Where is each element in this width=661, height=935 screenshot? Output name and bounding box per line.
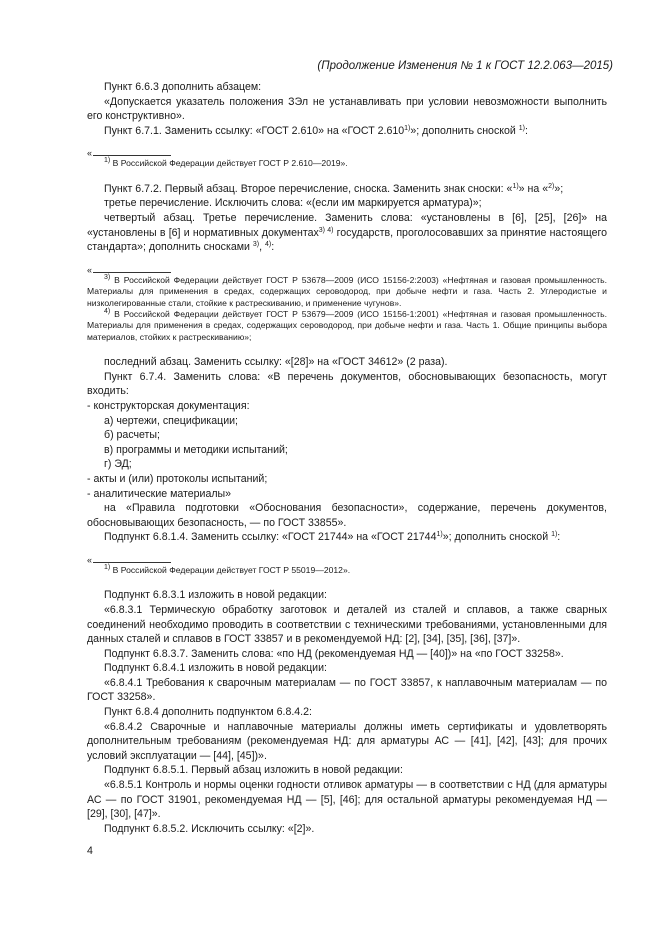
quote-mark: « (87, 148, 93, 159)
paragraph: «Допускается указатель положения ЗЭл не устанавливать при условии невозможности выполнить его конструктивно». (87, 95, 607, 123)
paragraph: Пункт 6.6.3 дополнить абзацем: (104, 81, 262, 93)
footnote-text: В Российской Федерации действует ГОСТ Р 55019—2012». (110, 564, 351, 575)
paragraph (87, 211, 607, 255)
list-item: в) программы и методики испытаний; (104, 443, 288, 456)
spacer (87, 576, 607, 588)
footnote-separator (87, 146, 607, 158)
footnote-marker: 1) (104, 157, 111, 165)
footnote-ref: 1) (551, 531, 558, 539)
text-fragment: : (271, 241, 275, 254)
spacer (87, 343, 607, 355)
text-fragment: государств, проголосовавших за принятие настоящего стандарта»; дополнить сносками (87, 226, 607, 254)
separator-line (93, 155, 171, 156)
list-item: г) ЭД; (104, 458, 132, 471)
text-fragment: : (524, 124, 528, 137)
paragraph: Подпункт 6.8.5.2. Исключить ссылку: «[2]». (104, 822, 315, 835)
footnote (87, 565, 607, 576)
footnote-separator (87, 553, 607, 565)
text-fragment: четвертый абзац. Третье перечисление. Заменить слова: «установлены в [6], [25], [26]» на «установлены в [6] и нормативных документах (87, 211, 607, 239)
footnote-ref: 1) (512, 182, 519, 190)
text-fragment: : (557, 531, 561, 544)
footnote-ref: 1) (404, 124, 411, 132)
paragraph (87, 530, 607, 545)
list-item: а) чертежи, спецификации; (104, 414, 238, 427)
text-fragment: Пункт 6.7.2. Первый абзац. Второе перечисление, сноска. Заменить знак сноски: « (104, 182, 513, 195)
quote-mark: « (87, 264, 93, 275)
paragraph: Пункт 6.8.4 дополнить подпунктом 6.8.4.2: (104, 706, 312, 719)
footnote-ref: 4) (265, 241, 272, 249)
quote-mark: « (87, 554, 93, 565)
paragraph: Подпункт 6.8.4.1 изложить в новой редакции: (104, 662, 327, 675)
paragraph (87, 182, 607, 197)
spacer (87, 170, 607, 182)
list-item: - аналитические материалы» (87, 487, 232, 500)
paragraph: Подпункт 6.8.3.7. Заменить слова: «по НД (рекомендуемая НД — [40])» на «по ГОСТ 33258». (104, 647, 564, 660)
text-fragment: »; (554, 182, 564, 195)
paragraph: третье перечисление. Исключить слова: «(если им маркируется арматура)»; (104, 197, 482, 210)
text-fragment: » на « (518, 182, 549, 195)
footnote-text: В Российской Федерации действует ГОСТ Р 53678—2009 (ИСО 15156-2:2003) «Нефтяная и газовая промышленность. Материалы для применения в средах, содержащих сероводород, при добыче нефти и газа. Часть 2. Углеродистые и низколегированные стали, стойкие к растрескиванию, и применение чугунов». (87, 274, 607, 308)
text-fragment: Подпункт 6.8.1.4. Заменить ссылку: «ГОСТ 21744» на «ГОСТ 21744 (104, 531, 437, 544)
text-fragment: Пункт 6.7.1. Заменить ссылку: «ГОСТ 2.610» на «ГОСТ 2.610 (104, 124, 405, 137)
paragraph: «6.8.5.1 Контроль и нормы оценки годности отливок арматуры — в соответствии с НД (для арматуры АС — по ГОСТ 31901, рекомендуемая НД — [5], [46]; для остальной арматуры рекомендуемая НД — [29], [30], [47]». (87, 779, 607, 821)
footnote-ref: 1) (436, 531, 443, 539)
paragraph: на «Правила подготовки «Обоснования безопасности», содержание, перечень документов, обосновывающих безопасность, — по ГОСТ 33855». (87, 502, 607, 529)
footnote-text: В Российской Федерации действует ГОСТ Р 2.610—2019». (110, 158, 348, 169)
text-fragment: , (259, 241, 266, 254)
separator-line (93, 272, 171, 273)
paragraph (87, 124, 607, 139)
paragraph: «6.8.4.1 Требования к сварочным материалам — по ГОСТ 33857, к наплавочным материалам — по ГОСТ 33258». (87, 676, 607, 704)
document-body (87, 80, 607, 836)
footnote-ref: 3) 4) (318, 226, 334, 234)
paragraph: Подпункт 6.8.5.1. Первый абзац изложить в новой редакции: (104, 764, 403, 777)
footnote-ref: 1) (518, 124, 525, 132)
footnote (87, 309, 607, 343)
footnote (87, 158, 607, 169)
text-fragment: »; дополнить сноской (442, 531, 552, 544)
separator-line (93, 562, 171, 563)
text-fragment: »; дополнить сноской (410, 124, 519, 137)
paragraph: Подпункт 6.8.3.1 изложить в новой редакции: (104, 589, 327, 602)
footnote-separator (87, 263, 607, 275)
footnote-text: В Российской Федерации действует ГОСТ Р 53679—2009 (ИСО 15156-1:2001) «Нефтяная и газовая промышленность. Материалы для применения в средах, содержащих сероводород, при добыче нефти и газа. Часть 1. Общие принципы выбора материалов, стойких к растрескиванию»; (87, 308, 607, 342)
list-item: - акты и (или) протоколы испытаний; (87, 472, 268, 485)
page-number: 4 (87, 845, 93, 857)
paragraph: «6.8.3.1 Термическую обработку заготовок и деталей из сталей и сплавов, а также сварных соединений необходимо проводить в соответствии с техническими требованиями, установленными для данных сталей и сплавов в ГОСТ 33857 и в рекомендуемой НД: [2], [34], [35], [36], [37]». (87, 603, 607, 646)
footnote-marker: 1) (104, 563, 111, 571)
footnote-marker: 3) (104, 273, 111, 281)
paragraph: Пункт 6.7.4. Заменить слова: «В перечень документов, обосновывающих безопасность, могут входить: (87, 370, 607, 398)
list-item: - конструкторская документация: (87, 399, 250, 412)
footnote-marker: 4) (104, 307, 111, 315)
list-item: б) расчеты; (104, 429, 160, 442)
paragraph: «6.8.4.2 Сварочные и наплавочные материалы должны иметь сертификаты и удовлетворять дополнительным требованиям (рекомендуемая НД: для арматуры АС — [41], [42], [43]; для прочих условий эксплуатации — [44], [45])». (87, 720, 607, 762)
footnote-ref: 2) (548, 182, 555, 190)
footnote-ref: 3) (252, 241, 260, 249)
page-header: (Продолжение Изменения № 1 к ГОСТ 12.2.063—2015) (317, 60, 613, 72)
footnote (87, 275, 607, 309)
paragraph: последний абзац. Заменить ссылку: «[28]» на «ГОСТ 34612» (2 раза). (104, 356, 448, 369)
